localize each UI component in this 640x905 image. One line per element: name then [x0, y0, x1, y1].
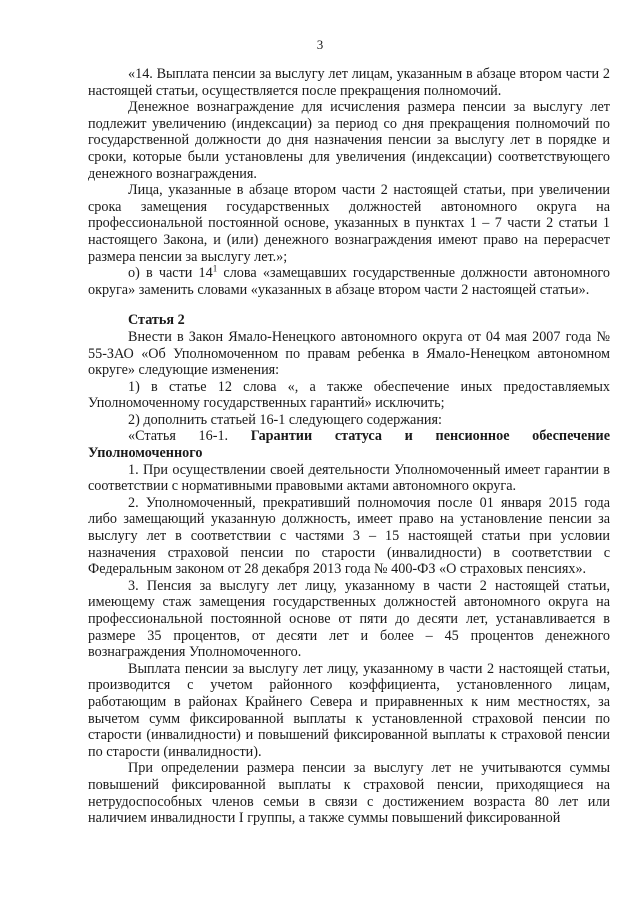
article-16-1-part-3-exclusions: При определении размера пенсии за выслугу лет не учитываются суммы повышений фиксированной выплаты к страховой пенсии, приходящиеся на нетрудоспособных членов семьи в связи с достижением возраста 80 лет или наличием инвалидности I группы, а также суммы повышений фиксированной	[88, 760, 610, 827]
article-16-1-part-2: 2. Уполномоченный, прекративший полномочия после 01 января 2015 года либо замещающий указанную должность, имеет право на установление пенсии за выслугу лет в соответствии с частями 3 – 15 настоящей статьи при условии назначения страховой пенсии по старости (инвалидности) в соответствии с Федеральным законом от 28 декабря 2013 года № 400-ФЗ «О страховых пенсиях».	[88, 494, 610, 578]
article-2-item-1: 1) в статье 12 слова «, а также обеспечение иных предоставляемых Уполномоченному государственных гарантий» исключить;	[88, 378, 610, 412]
article-16-1-part-3: 3. Пенсия за выслугу лет лицу, указанному в части 2 настоящей статьи, имеющему стаж замещения государственных должностей автономного округа на профессиональной постоянной основе от пяти до десяти лет, устанавливается в размере 35 процентов, от десяти лет и более – 45 процентов денежного вознаграждения Уполномоченного.	[88, 577, 610, 661]
article-16-1-part-3-payment: Выплата пенсии за выслугу лет лицу, указанному в части 2 настоящей статьи, производится с учетом районного коэффициента, установленного лицам, работающим в районах Крайнего Севера и приравненных к ним местностях, за вычетом сумм фиксированной выплаты к установленной страховой пенсии по старости (инвалидности) и повышений фиксированной выплаты к страховой пенсии по старости (инвалидности).	[88, 660, 610, 760]
article-16-1-prefix: «Статья 16-1.	[128, 428, 229, 445]
article-16-1-part-1: 1. При осуществлении своей деятельности Уполномоченный имеет гарантии в соответствии с нормативными правовыми актами автономного округа.	[88, 461, 610, 495]
item-o	[88, 265, 610, 298]
item-o-before: о) в части 14	[128, 265, 213, 282]
paragraph-indexation: Денежное вознаграждение для исчисления размера пенсии за выслугу лет подлежит увеличению (индексации) за период со дня прекращения полномочий по государственной должности до дня назначения пенсии за выслугу лет в порядке и сроки, которые были установлены для увеличения (индексации) соответствующего денежного вознаграждения.	[88, 99, 610, 182]
article-16-1-heading	[88, 428, 610, 461]
article-2-intro: Внести в Закон Ямало-Ненецкого автономного округа от 04 мая 2007 года № 55-ЗАО «Об Уполномоченном по правам ребенка в Ямало-Ненецком автономном округе» следующие изменения:	[88, 328, 610, 379]
item-o-after: слова «замещавших государственные должности автономного округа» заменить словами «указанных в абзаце втором части 2 настоящей статьи».	[88, 265, 610, 298]
paragraph-recalculation: Лица, указанные в абзаце втором части 2 настоящей статьи, при увеличении срока замещения государственных должностей автономного округа на профессиональной постоянной основе, указанных в пунктах 1 – 7 части 2 статьи 1 настоящего Закона, и (или) денежного вознаграждения имеют право на перерасчет размера пенсии за выслугу лет.»;	[88, 182, 610, 265]
article-2-item-2: 2) дополнить статьей 16-1 следующего содержания:	[128, 411, 442, 428]
document-body	[88, 66, 610, 827]
page-number: 3	[316, 37, 324, 52]
item-o-sup: 1	[212, 263, 218, 274]
article-16-1-title: Гарантии статуса и пенсионное обеспечение Уполномоченного	[88, 428, 610, 462]
article-2-heading: Статья 2	[128, 312, 185, 329]
paragraph-14: «14. Выплата пенсии за выслугу лет лицам, указанным в абзаце втором части 2 настоящей статьи, осуществляется после прекращения полномочий.	[88, 66, 610, 99]
